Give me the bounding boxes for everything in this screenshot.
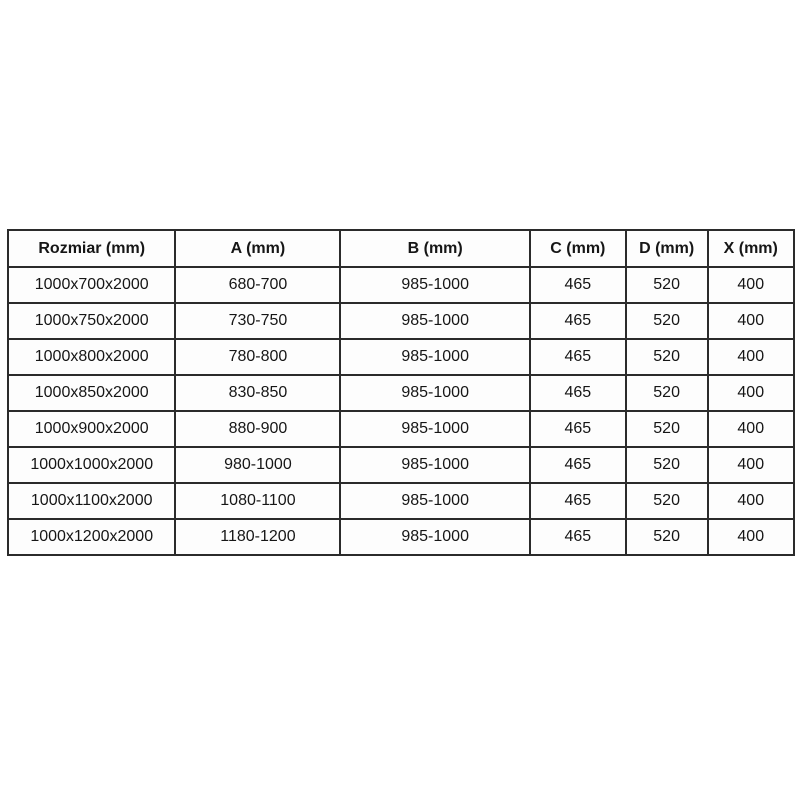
table-cell: 730-750: [175, 303, 340, 339]
table-cell: 465: [530, 375, 626, 411]
header-row: [8, 230, 794, 267]
table-cell: 985-1000: [340, 519, 529, 555]
table-cell: 1080-1100: [175, 483, 340, 519]
table-cell: 985-1000: [340, 339, 529, 375]
size-spec-table-container: [7, 229, 795, 556]
table-cell: 520: [626, 483, 708, 519]
table-cell: 400: [708, 411, 795, 447]
table-cell: 400: [708, 267, 795, 303]
table-cell: 400: [708, 375, 795, 411]
table-cell: 1000x1000x2000: [8, 447, 175, 483]
table-cell: 400: [708, 519, 795, 555]
table-cell: 465: [530, 267, 626, 303]
table-cell: 1000x900x2000: [8, 411, 175, 447]
table-row: [8, 519, 794, 555]
table-cell: 520: [626, 519, 708, 555]
table-row: [8, 339, 794, 375]
table-cell: 465: [530, 483, 626, 519]
table-cell: 830-850: [175, 375, 340, 411]
column-header: Rozmiar (mm): [8, 230, 175, 267]
table-cell: 520: [626, 447, 708, 483]
table-cell: 1000x800x2000: [8, 339, 175, 375]
table-cell: 985-1000: [340, 447, 529, 483]
table-cell: 465: [530, 411, 626, 447]
size-spec-table: [7, 229, 795, 556]
table-cell: 985-1000: [340, 375, 529, 411]
table-cell: 465: [530, 339, 626, 375]
table-row: [8, 447, 794, 483]
table-cell: 400: [708, 447, 795, 483]
table-row: [8, 411, 794, 447]
column-header: C (mm): [530, 230, 626, 267]
table-cell: 520: [626, 303, 708, 339]
column-header: B (mm): [340, 230, 529, 267]
column-header: A (mm): [175, 230, 340, 267]
table-cell: 985-1000: [340, 411, 529, 447]
table-cell: 400: [708, 483, 795, 519]
column-header: D (mm): [626, 230, 708, 267]
table-cell: 1180-1200: [175, 519, 340, 555]
table-cell: 520: [626, 267, 708, 303]
table-cell: 400: [708, 303, 795, 339]
table-row: [8, 483, 794, 519]
table-cell: 520: [626, 411, 708, 447]
table-cell: 980-1000: [175, 447, 340, 483]
table-body: [8, 267, 794, 555]
table-cell: 985-1000: [340, 303, 529, 339]
table-cell: 780-800: [175, 339, 340, 375]
table-cell: 1000x1200x2000: [8, 519, 175, 555]
column-header: X (mm): [708, 230, 795, 267]
table-cell: 1000x700x2000: [8, 267, 175, 303]
table-row: [8, 303, 794, 339]
table-cell: 985-1000: [340, 267, 529, 303]
table-row: [8, 375, 794, 411]
table-cell: 400: [708, 339, 795, 375]
table-row: [8, 267, 794, 303]
table-cell: 465: [530, 303, 626, 339]
table-cell: 880-900: [175, 411, 340, 447]
table-cell: 1000x1100x2000: [8, 483, 175, 519]
table-cell: 465: [530, 447, 626, 483]
table-cell: 520: [626, 339, 708, 375]
table-cell: 1000x750x2000: [8, 303, 175, 339]
table-cell: 1000x850x2000: [8, 375, 175, 411]
table-cell: 985-1000: [340, 483, 529, 519]
table-cell: 680-700: [175, 267, 340, 303]
table-cell: 520: [626, 375, 708, 411]
table-cell: 465: [530, 519, 626, 555]
